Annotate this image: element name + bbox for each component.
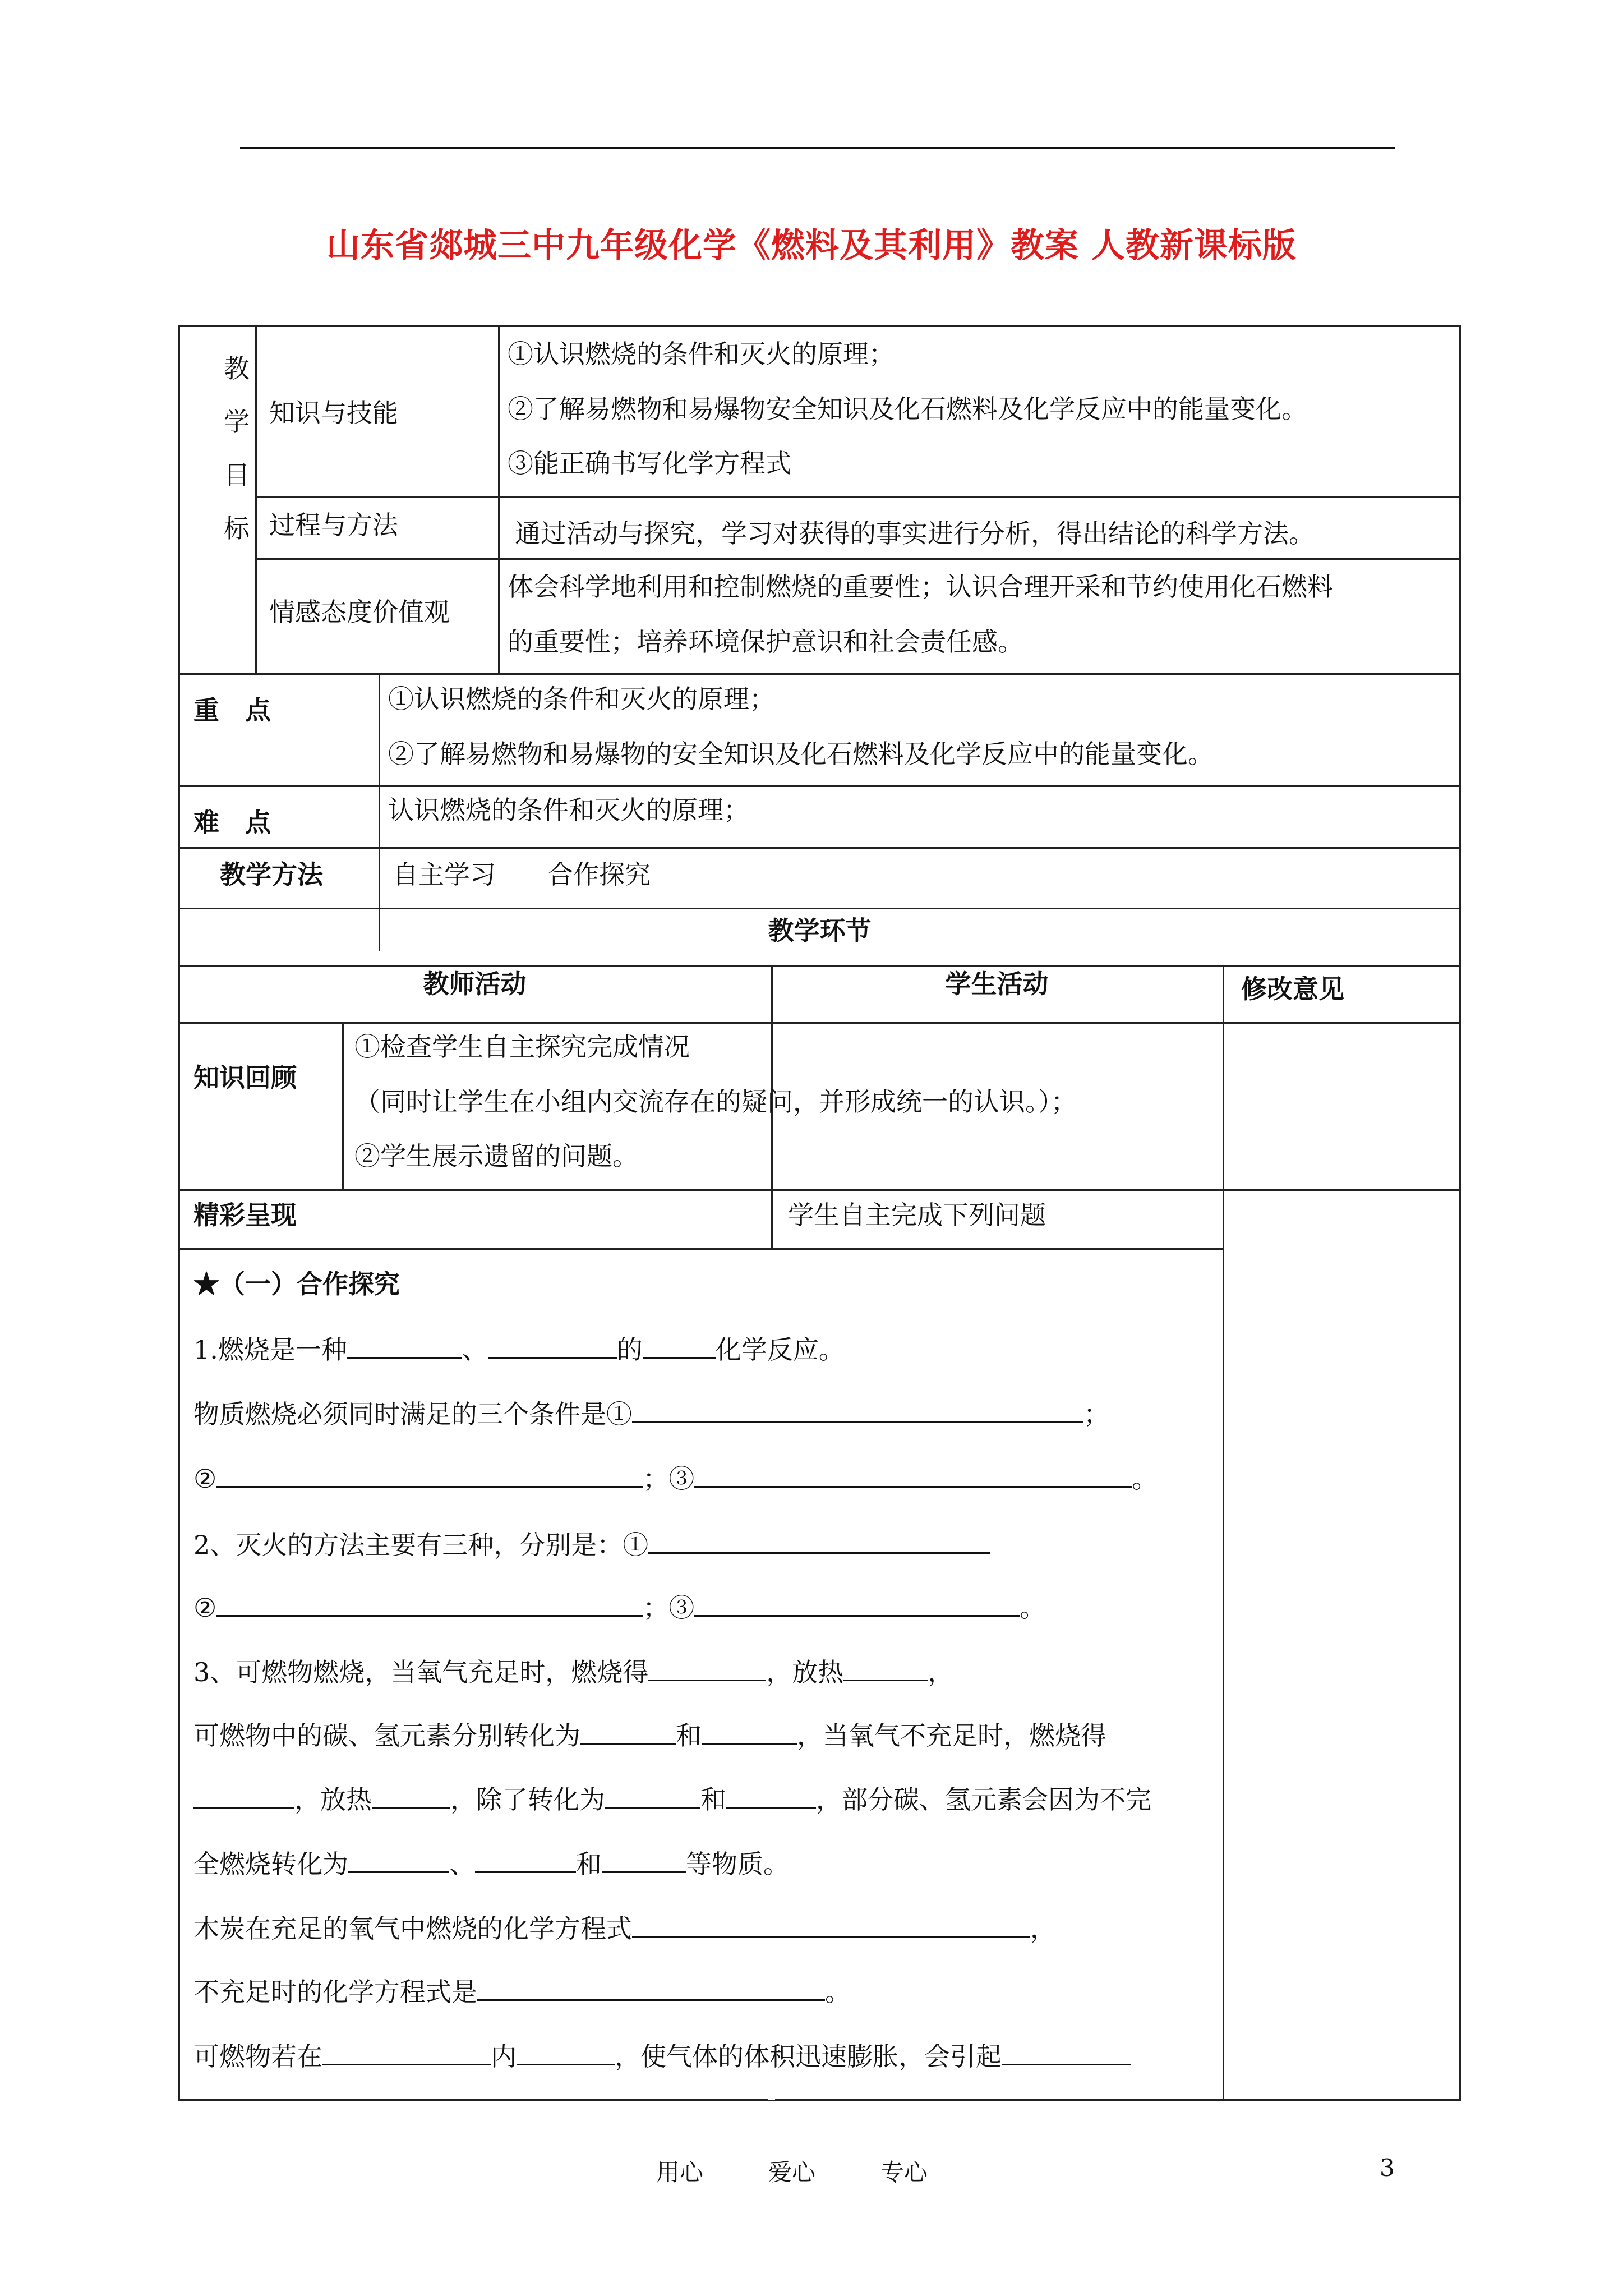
objectives-label-char: 目 [224, 460, 250, 490]
q2-text: 。 [1020, 1593, 1046, 1623]
col-header-teacher: 教师活动 [423, 969, 527, 999]
q3-text: 可燃物中的碳、氢元素分别转化为 [193, 1720, 580, 1751]
divider [342, 1022, 344, 1189]
review-item: ②学生展示遗留的问题。 [354, 1141, 638, 1171]
page-number: 3 [1380, 2154, 1395, 2182]
knowledge-item: ①认识燃烧的条件和灭火的原理； [508, 339, 895, 369]
divider [178, 908, 1461, 909]
q3-text: 和 [700, 1784, 726, 1815]
knowledge-item: ②了解易燃物和易爆物安全知识及化石燃料及化学反应中的能量变化。 [508, 394, 1307, 424]
divider [255, 558, 1461, 560]
q1-text: ；③ [643, 1464, 695, 1494]
review-label: 知识回顾 [193, 1062, 297, 1093]
divider [178, 785, 1461, 787]
key-label: 重 点 [193, 695, 271, 725]
q1-text: 物质燃烧必须同时满足的三个条件是① [193, 1399, 632, 1429]
question-3-line-2 [193, 1715, 1106, 1752]
emotion-label: 情感态度价值观 [269, 597, 450, 627]
q3-text: 木炭在充足的氧气中燃烧的化学方程式 [193, 1913, 632, 1944]
divider [178, 1248, 1223, 1250]
objectives-label-char: 标 [224, 513, 250, 544]
q3-text: ， [928, 1657, 954, 1687]
blank[interactable] [726, 1781, 816, 1809]
blank[interactable] [477, 1973, 825, 2001]
explore-heading: ★（一）合作探究 [193, 1269, 400, 1299]
question-2 [193, 1525, 990, 1562]
question-3-line-4 [193, 1844, 789, 1881]
question-1 [193, 1329, 845, 1366]
blank[interactable] [580, 1717, 676, 1745]
present-label: 精彩呈现 [193, 1200, 297, 1230]
blank[interactable] [322, 2038, 491, 2065]
footer-motto: 用心 [656, 2159, 704, 2186]
q2-text: ② [193, 1593, 217, 1623]
q3-text: 可燃物若在 [193, 2041, 322, 2072]
footer-motto: 爱心 [768, 2159, 816, 2186]
blank[interactable] [648, 1526, 990, 1554]
difficulty-text: 认识燃烧的条件和灭火的原理； [388, 795, 749, 825]
method-label: 教学方法 [220, 859, 323, 890]
q2-text: ；③ [643, 1593, 695, 1623]
divider [1223, 965, 1224, 2101]
blank[interactable] [702, 1717, 797, 1745]
divider [255, 325, 257, 673]
blank[interactable] [1002, 2038, 1131, 2065]
divider [178, 1189, 1461, 1191]
question-3-line-3 [193, 1779, 1151, 1816]
q3-text: 3、可燃物燃烧，当氧气充足时，燃烧得 [193, 1657, 649, 1687]
divider [498, 325, 500, 673]
q3-text: ，使气体的体积迅速膨胀，会引起 [615, 2041, 1002, 2072]
key-item: ①认识燃烧的条件和灭火的原理； [388, 684, 775, 714]
q3-text: 不充足时的化学方程式是 [193, 1977, 477, 2007]
q2-text: 2、灭火的方法主要有三种，分别是：① [193, 1530, 649, 1560]
q1-text: 、 [462, 1335, 488, 1365]
blank[interactable] [602, 1846, 686, 1873]
q3-text: ，部分碳、氢元素会因为不完 [816, 1784, 1151, 1815]
q3-text: 全燃烧转化为 [193, 1849, 348, 1879]
method-text: 自主学习 合作探究 [393, 859, 651, 890]
question-2-line-2 [193, 1588, 1045, 1625]
q3-text: ， [1030, 1913, 1056, 1944]
knowledge-label: 知识与技能 [269, 398, 398, 428]
q1-text: 1.燃烧是一种 [193, 1335, 347, 1365]
objectives-label-char: 教 [224, 353, 250, 384]
divider [178, 673, 1461, 675]
divider [178, 1022, 1461, 1024]
blank[interactable] [648, 1654, 766, 1681]
blank[interactable] [517, 2038, 615, 2065]
q1-text: ； [1083, 1399, 1109, 1429]
col-header-revise: 修改意见 [1241, 974, 1344, 1004]
q3-text: ，当氧气不充足时，燃烧得 [797, 1720, 1106, 1751]
q3-text: ，除了转化为 [450, 1784, 605, 1815]
divider [178, 965, 1461, 967]
question-1-line-2 [193, 1394, 1109, 1431]
document-title: 山东省郯城三中九年级化学《燃料及其利用》教案 人教新课标版 [326, 226, 1297, 265]
question-1-line-3 [193, 1458, 1158, 1496]
process-label: 过程与方法 [269, 510, 398, 540]
q3-text: 和 [676, 1720, 702, 1751]
q3-text: 等物质。 [686, 1849, 789, 1879]
knowledge-item: ③能正确书写化学方程式 [508, 448, 791, 478]
blank[interactable] [843, 1654, 928, 1681]
objectives-label-char: 学 [224, 407, 250, 437]
q3-text: 内 [491, 2041, 517, 2072]
blank[interactable] [475, 1846, 576, 1873]
key-item: ②了解易燃物和易爆物的安全知识及化石燃料及化学反应中的能量变化。 [388, 739, 1214, 769]
q3-text: ，放热 [766, 1657, 844, 1687]
review-item: ①检查学生自主探究完成情况 [354, 1032, 690, 1062]
blank[interactable] [348, 1846, 449, 1873]
blank[interactable] [488, 1331, 617, 1359]
blank[interactable] [643, 1331, 716, 1359]
review-item: （同时让学生在小组内交流存在的疑问，并形成统一的认识。）； [354, 1087, 1077, 1117]
col-header-student: 学生活动 [945, 969, 1049, 999]
q3-text: ，放热 [294, 1784, 372, 1815]
divider [178, 847, 1461, 849]
blank[interactable] [632, 1910, 1030, 1938]
blank[interactable] [216, 1460, 643, 1488]
emotion-text: 体会科学地利用和控制燃烧的重要性；认识合理开采和节约使用化石燃料 [508, 572, 1333, 602]
blank[interactable] [694, 1589, 1020, 1617]
difficulty-label: 难 点 [193, 807, 271, 838]
blank[interactable] [605, 1781, 700, 1809]
q1-text: 。 [1132, 1464, 1158, 1494]
section-heading: 教学环节 [768, 915, 872, 946]
blank[interactable] [347, 1331, 462, 1359]
divider [255, 496, 1461, 498]
blank[interactable] [694, 1460, 1132, 1488]
q1-text: ② [193, 1464, 217, 1494]
question-3-line-6 [193, 1972, 851, 2009]
present-student-text: 学生自主完成下列问题 [788, 1200, 1046, 1230]
header-rule [240, 147, 1395, 149]
blank[interactable] [193, 1781, 294, 1809]
footer-motto: 专心 [880, 2159, 928, 2186]
blank[interactable] [632, 1396, 1083, 1423]
q3-text: 和 [576, 1849, 602, 1879]
question-3 [193, 1652, 953, 1689]
process-text: 通过活动与探究，学习对获得的事实进行分析，得出结论的科学方法。 [515, 518, 1315, 549]
blank[interactable] [216, 1589, 643, 1617]
emotion-text: 的重要性；培养环境保护意识和社会责任感。 [508, 627, 1023, 657]
q3-text: 、 [449, 1849, 475, 1879]
q3-text: 。 [825, 1977, 851, 2007]
blank[interactable] [372, 1781, 450, 1809]
question-3-line-7 [193, 2036, 1131, 2073]
q1-text: 的 [616, 1335, 643, 1365]
q1-text: 化学反应。 [715, 1335, 845, 1365]
question-3-line-5 [193, 1908, 1056, 1945]
